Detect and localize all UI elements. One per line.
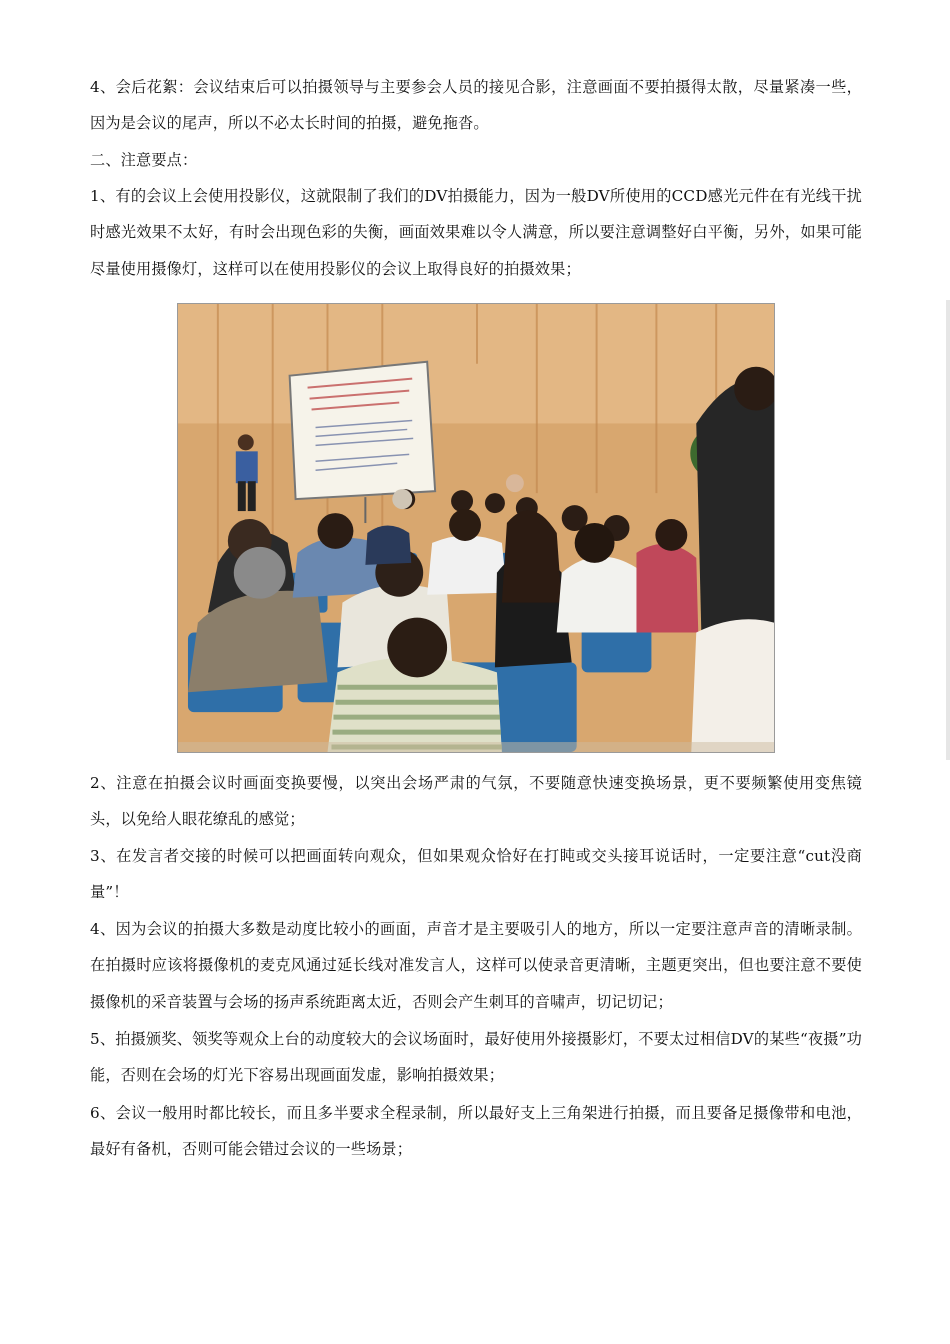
page-edge-shadow bbox=[946, 300, 950, 760]
paragraph-point-6: 6、会议一般用时都比较长，而且多半要求全程录制，所以最好支上三角架进行拍摄，而且要备足摄像带和电池，最好有备机，否则可能会错过会议的一些场景； bbox=[90, 1104, 862, 1159]
section-heading-key-points: 二、注意要点： bbox=[90, 151, 198, 169]
conference-photo bbox=[177, 303, 775, 753]
paragraph-point-4: 4、因为会议的拍摄大多数是动度比较小的画面，声音才是主要吸引人的地方，所以一定要注意声音的清晰录制。在拍摄时应该将摄像机的麦克风通过延长线对准发言人，这样可以使录音更清晰，主题更突出，但也要注意不要使摄像机的采音装置与会场的扬声系统距离太近，否则会产生刺耳的音啸声，切记切记； bbox=[90, 920, 862, 1011]
paragraph-point-3: 3、在发言者交接的时候可以把画面转向观众，但如果观众恰好在打盹或交头接耳说话时，一定要注意“cut没商量”！ bbox=[90, 847, 862, 902]
paragraph-point-2: 2、注意在拍摄会议时画面变换要慢，以突出会场严肃的气氛，不要随意快速变换场景，更不要频繁使用变焦镜头，以免给人眼花缭乱的感觉； bbox=[90, 774, 862, 829]
paragraph-point-1: 1、有的会议上会使用投影仪，这就限制了我们的DV拍摄能力，因为一般DV所使用的CCD感光元件在有光线干扰时感光效果不太好，有时会出现色彩的失衡，画面效果难以令人满意，所以要注意调整好白平衡，另外，如果可能尽量使用摄像灯，这样可以在使用投影仪的会议上取得良好的拍摄效果； bbox=[90, 187, 862, 278]
paragraph-point-5: 5、拍摄颁奖、领奖等观众上台的动度较大的会议场面时，最好使用外接摄影灯，不要太过相信DV的某些“夜摄”功能，否则在会场的灯光下容易出现画面发虚，影响拍摄效果； bbox=[90, 1030, 862, 1085]
paragraph-after-meeting: 4、会后花絮：会议结束后可以拍摄领导与主要参会人员的接见合影，注意画面不要拍摄得太散，尽量紧凑一些，因为是会议的尾声，所以不必太长时间的拍摄，避免拖沓。 bbox=[90, 78, 862, 133]
conference-photo-illustration bbox=[178, 304, 774, 752]
